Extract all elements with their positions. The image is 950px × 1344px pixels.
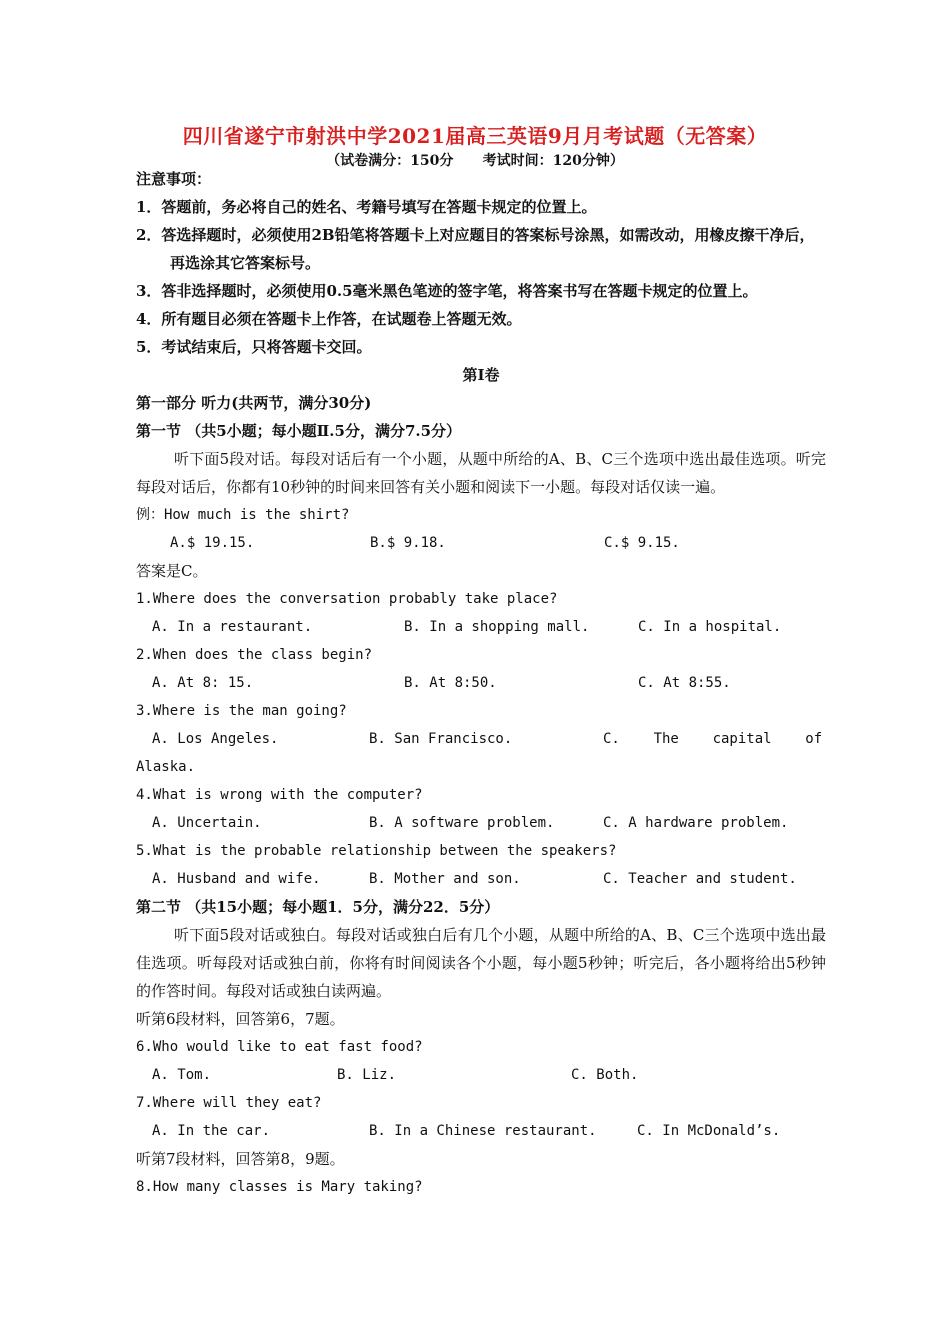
option-b: B. San Francisco. xyxy=(369,731,513,747)
option-c: C.$ 9.15. xyxy=(604,535,680,551)
option-a: A. In the car. xyxy=(152,1123,271,1139)
option-a: A. Uncertain. xyxy=(152,815,262,831)
exam-title: 四川省遂宁市射洪中学2021届高三英语9月月考试题（无答案） xyxy=(182,124,768,148)
option-c: C. At 8:55. xyxy=(638,675,731,691)
question-7-options xyxy=(136,1117,826,1145)
question-4: 4.What is wrong with the computer? xyxy=(136,787,423,803)
exam-body xyxy=(136,165,826,1201)
notice-item: 4．所有题目必须在答题卡上作答，在试题卷上答题无效。 xyxy=(136,310,522,328)
question-1: 1.Where does the conversation probably take place? xyxy=(136,591,558,607)
section1-instructions: 听下面5段对话。每段对话后有一个小题，从题中所给的A、B、C三个选项中选出最佳选项。听完每段对话后，你都有10秒钟的时间来回答有关小题和阅读下一小题。每段对话仅读一遍。 xyxy=(136,450,826,496)
option-c: C. A hardware problem. xyxy=(603,815,789,831)
question-5: 5.What is the probable relationship between the speakers? xyxy=(136,843,617,859)
volume-title: 第Ⅰ卷 xyxy=(462,366,500,384)
notice-heading: 注意事项： xyxy=(136,170,212,188)
option-b: B. In a shopping mall. xyxy=(404,619,590,635)
section2-instructions: 听下面5段对话或独白。每段对话或独白后有几个小题，从题中所给的A、B、C三个选项中选出最佳选项。听每段对话或独白前，你将有时间阅读各个小题，每小题5秒钟；听完后，各小题将给出5秒钟的作答时间。每段对话或独白读两遍。 xyxy=(136,926,826,1000)
option-b: B. Mother and son. xyxy=(369,871,521,887)
option-a: A.$ 19.15. xyxy=(170,535,255,551)
question-1-options xyxy=(136,613,826,641)
part1-heading: 第一部分 听力(共两节，满分30分) xyxy=(136,394,372,412)
example-options xyxy=(136,529,826,557)
option-c: C. Teacher and student. xyxy=(603,871,797,887)
notice-item: 3．答非选择题时，必须使用0.5毫米黑色笔迹的签字笔，将答案书写在答题卡规定的位置上。 xyxy=(136,282,758,300)
option-a: A. At 8: 15. xyxy=(152,675,254,691)
option-b: B. In a Chinese restaurant. xyxy=(369,1123,597,1139)
exam-subtitle: （试卷满分：150分 考试时间：120分钟） xyxy=(326,153,624,169)
option-a: A. In a restaurant. xyxy=(152,619,313,635)
option-a: A. Los Angeles. xyxy=(152,731,279,747)
section1-heading: 第一节 （共5小题；每小题Ⅱ.5分，满分7.5分） xyxy=(136,422,462,440)
notice-item: 2．答选择题时，必须使用2B铅笔将答题卡上对应题目的答案标号涂黑，如需改动，用橡皮擦干净后，再选涂其它答案标号。 xyxy=(136,226,815,272)
option-c: C. The capital of xyxy=(603,731,823,747)
question-6-options xyxy=(136,1061,826,1089)
notice-item: 5．考试结束后，只将答题卡交回。 xyxy=(136,338,372,356)
question-3: 3.Where is the man going? xyxy=(136,703,347,719)
example-question: 例：How much is the shirt? xyxy=(136,507,350,523)
question-3-option-c-continued: Alaska. xyxy=(136,759,196,775)
example-answer: 答案是C。 xyxy=(136,562,208,580)
section2-heading: 第二节 （共15小题；每小题1．5分，满分22．5分） xyxy=(136,898,500,916)
question-5-options xyxy=(136,865,826,893)
option-a: A. Tom. xyxy=(152,1067,212,1083)
question-2-options xyxy=(136,669,826,697)
option-c: C. In McDonald’s. xyxy=(637,1123,781,1139)
option-b: B.$ 9.18. xyxy=(370,535,446,551)
question-3-options xyxy=(136,725,826,753)
material-7-instruction: 听第7段材料，回答第8，9题。 xyxy=(136,1150,345,1168)
option-b: B. At 8:50. xyxy=(404,675,497,691)
material-6-instruction: 听第6段材料，回答第6，7题。 xyxy=(136,1010,345,1028)
question-6: 6.Who would like to eat fast food? xyxy=(136,1039,423,1055)
question-7: 7.Where will they eat? xyxy=(136,1095,322,1111)
option-c: C. Both. xyxy=(571,1067,639,1083)
option-c: C. In a hospital. xyxy=(638,619,782,635)
question-8: 8.How many classes is Mary taking? xyxy=(136,1179,423,1195)
option-b: B. Liz. xyxy=(337,1067,397,1083)
option-a: A. Husband and wife. xyxy=(152,871,321,887)
option-b: B. A software problem. xyxy=(369,815,555,831)
question-2: 2.When does the class begin? xyxy=(136,647,373,663)
notice-item: 1．答题前，务必将自己的姓名、考籍号填写在答题卡规定的位置上。 xyxy=(136,198,597,216)
question-4-options xyxy=(136,809,826,837)
